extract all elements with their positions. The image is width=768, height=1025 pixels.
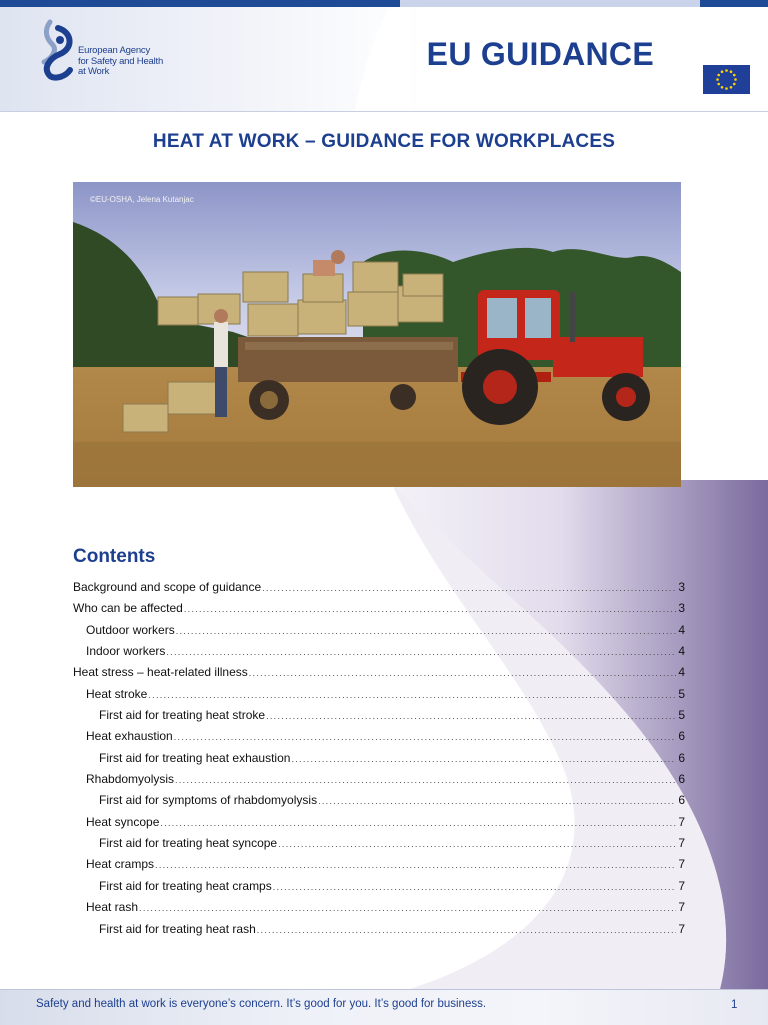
toc-entry-label: First aid for treating heat rash	[99, 921, 256, 936]
toc-entry-label: Background and scope of guidance	[73, 580, 262, 594]
toc-entry-label: First aid for treating heat cramps	[99, 878, 272, 893]
flag-star-icon	[717, 83, 720, 86]
toc-entry-page: 4	[678, 622, 685, 637]
flag-star-icon	[725, 69, 728, 72]
toc-entry-page: 7	[678, 836, 685, 851]
toc-entry-page: 6	[678, 793, 685, 808]
header-swoosh	[350, 7, 410, 111]
toc-entry-label: Who can be affected	[73, 601, 183, 616]
toc-entry-page: 3	[678, 601, 685, 616]
flag-star-icon	[730, 86, 733, 89]
page-number: 1	[731, 999, 738, 1011]
toc-entry[interactable]	[73, 687, 685, 708]
flag-star-icon	[721, 86, 724, 89]
toc-leader-dots	[318, 796, 676, 806]
toc-leader-dots	[155, 860, 676, 870]
toc-entry-label: Heat stress – heat-related illness	[73, 665, 248, 680]
contents-heading: Contents	[73, 546, 156, 567]
toc-entry[interactable]	[73, 580, 685, 601]
toc-entry-label: Heat exhaustion	[86, 729, 173, 744]
toc-entry[interactable]	[73, 922, 685, 943]
toc-entry[interactable]	[73, 900, 685, 921]
toc-leader-dots	[266, 711, 676, 721]
cover-photo	[73, 182, 681, 487]
toc-leader-dots	[249, 668, 676, 678]
toc-entry[interactable]	[73, 601, 685, 622]
toc-entry-label: Heat stroke	[86, 686, 148, 701]
toc-leader-dots	[175, 775, 676, 785]
flag-star-icon	[721, 70, 724, 73]
toc-entry-page: 7	[678, 921, 685, 936]
toc-entry-label: Outdoor workers	[86, 622, 175, 637]
toc-entry[interactable]	[73, 793, 685, 814]
agency-name-line: at Work	[78, 66, 110, 77]
toc-entry-label: Indoor workers	[86, 644, 166, 659]
toc-leader-dots	[160, 818, 676, 828]
toc-leader-dots	[139, 903, 676, 913]
toc-entry-page: 7	[678, 814, 685, 829]
document-title: HEAT AT WORK – GUIDANCE FOR WORKPLACES	[152, 131, 616, 152]
toc-entry-label: First aid for treating heat exhaustion	[99, 750, 291, 765]
footer-slogan: Safety and health at work is everyone’s concern. It’s good for you. It’s good for business.	[36, 998, 487, 1010]
toc-entry-label: First aid for symptoms of rhabdomyolysis	[99, 793, 318, 808]
toc-leader-dots	[257, 925, 676, 935]
toc-leader-dots	[184, 604, 676, 614]
toc-leader-dots	[148, 690, 676, 700]
agency-logo	[36, 18, 166, 98]
toc-entry-label: Heat syncope	[86, 814, 160, 829]
eu-flag-icon	[703, 65, 750, 94]
toc-entry[interactable]	[73, 644, 685, 665]
top-stripe-accent	[400, 0, 700, 7]
toc-entry[interactable]	[73, 665, 685, 686]
toc-leader-dots	[273, 882, 676, 892]
toc-entry[interactable]	[73, 729, 685, 750]
toc-entry[interactable]	[73, 708, 685, 729]
flag-star-icon	[730, 70, 733, 73]
toc-leader-dots	[291, 754, 676, 764]
photo-credit: ©EU-OSHA, Jelena Kutanjac	[90, 195, 194, 204]
toc-entry[interactable]	[73, 836, 685, 857]
toc-entry-page: 7	[678, 857, 685, 872]
agency-logo-mark	[36, 18, 80, 84]
flag-star-icon	[733, 83, 736, 86]
toc-entry-page: 4	[678, 665, 685, 680]
agency-name	[78, 46, 163, 78]
toc-entry-label: Heat cramps	[86, 857, 155, 872]
flag-star-icon	[734, 78, 737, 81]
toc-leader-dots	[262, 583, 676, 593]
toc-leader-dots	[278, 839, 676, 849]
toc-entry-page: 5	[678, 708, 685, 723]
flag-star-icon	[717, 74, 720, 77]
toc-entry-label: Rhabdomyolysis	[86, 772, 175, 787]
toc-entry-page: 4	[678, 644, 685, 659]
agency-name-line: European Agency	[78, 45, 151, 56]
toc-entry-page: 5	[678, 686, 685, 701]
toc-entry-label: Heat rash	[86, 900, 139, 915]
toc-entry-page: 6	[678, 750, 685, 765]
toc-leader-dots	[174, 732, 676, 742]
toc-leader-dots	[176, 626, 676, 636]
toc-entry-page: 6	[678, 772, 685, 787]
toc-entry[interactable]	[73, 751, 685, 772]
toc-entry-label: First aid for treating heat stroke	[99, 708, 266, 723]
toc-entry[interactable]	[73, 623, 685, 644]
flag-star-icon	[716, 78, 719, 81]
toc-entry-page: 7	[678, 900, 685, 915]
toc-entry[interactable]	[73, 857, 685, 878]
toc-entry[interactable]	[73, 772, 685, 793]
toc-entry-page: 3	[678, 580, 685, 594]
toc-entry[interactable]	[73, 879, 685, 900]
toc-entry-page: 6	[678, 729, 685, 744]
series-title: EU GUIDANCE	[426, 36, 654, 72]
flag-star-icon	[725, 87, 728, 90]
flag-star-icon	[733, 74, 736, 77]
toc-entry-page: 7	[678, 878, 685, 893]
toc-entry-label: First aid for treating heat syncope	[99, 836, 278, 851]
table-of-contents	[73, 580, 685, 943]
agency-name-line: for Safety and Health	[78, 55, 164, 67]
toc-leader-dots	[166, 647, 676, 657]
toc-entry[interactable]	[73, 815, 685, 836]
